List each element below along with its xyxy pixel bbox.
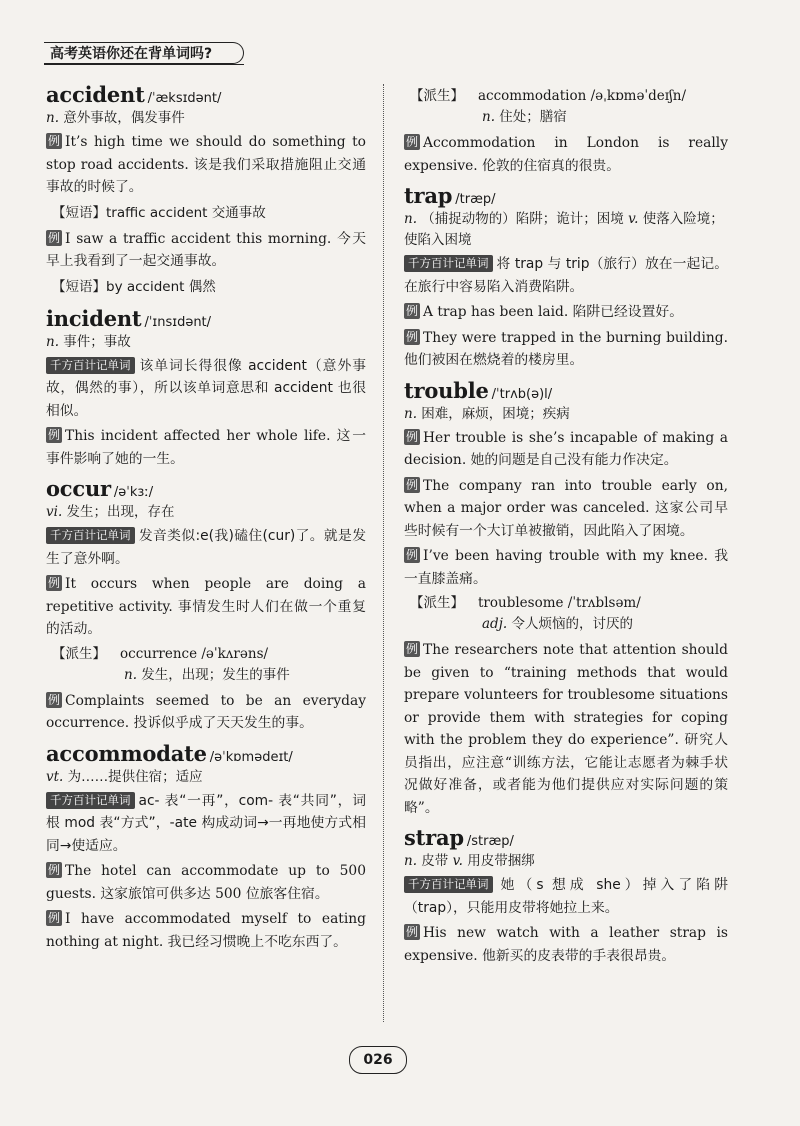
- memory-tip-tag: 千方百计记单词: [46, 357, 135, 374]
- part-of-speech-2: v.: [452, 853, 463, 869]
- part-of-speech: n.: [46, 110, 59, 126]
- entry-accommodate: [46, 741, 366, 954]
- left-column: [46, 82, 366, 956]
- memory-tip: 该单词长得很像 accident（意外事故，偶然的事），所以该单词意思和 accident 也很相似。: [46, 357, 366, 419]
- example-icon: 例: [406, 925, 419, 939]
- entry-trouble: [404, 378, 728, 820]
- example-sentence: His new watch with a leather strap is expensive. 他新买的皮表带的手表很昂贵。: [404, 925, 728, 964]
- example-icon: 例: [406, 304, 419, 318]
- example-sentence: I saw a traffic accident this morning. 今天早上我看到了一起交通事故。: [46, 230, 366, 269]
- derived-definition: 令人烦恼的，讨厌的: [511, 616, 633, 632]
- definition: 意外事故，偶发事件: [63, 110, 185, 126]
- phrase-label: 【短语】: [52, 278, 106, 295]
- entry-incident: [46, 306, 366, 471]
- example-sentence: Complaints seemed to be an everyday occurrence. 投诉似乎成了天天发生的事。: [46, 692, 366, 731]
- definition: （捕捉动物的）陷阱；诡计；困境: [421, 211, 624, 227]
- headword: accident: [46, 82, 145, 107]
- part-of-speech: vt.: [46, 768, 64, 785]
- header-title: 高考英语你还在背单词吗?: [44, 42, 244, 64]
- example-sentence: It’s high time we should do something to stop road accidents. 该是我们采取措施阻止交通事故的时候了。: [46, 134, 366, 195]
- part-of-speech: n.: [404, 405, 417, 422]
- part-of-speech: vi.: [46, 504, 63, 520]
- entry-accommodation: [404, 86, 728, 177]
- derived-pos: n.: [482, 109, 495, 125]
- entry-occur: [46, 476, 366, 735]
- memory-tip-tag: 千方百计记单词: [404, 876, 493, 893]
- phonetic: /stræp/: [466, 834, 514, 849]
- example-icon: 例: [406, 135, 419, 149]
- headword: occur: [46, 476, 111, 501]
- example-sentence: A trap has been laid. 陷阱已经设置好。: [423, 304, 683, 320]
- header-rule: [44, 64, 244, 65]
- example-sentence: Her trouble is she’s incapable of making a decision. 她的问题是自己没有能力作决定。: [404, 429, 728, 468]
- derived-label: 【派生】: [410, 88, 464, 104]
- definition: 发生；出现，存在: [66, 504, 175, 520]
- example-icon: 例: [406, 642, 419, 656]
- page-number: 026: [349, 1046, 407, 1074]
- derived-pos: adj.: [482, 616, 508, 632]
- memory-tip: 她（s 想成 she）掉入了陷阱（trap），只能用皮带将她拉上来。: [404, 877, 728, 916]
- example-icon: 例: [48, 230, 61, 245]
- example-icon: 例: [48, 134, 61, 148]
- example-sentence: The company ran into trouble early on, when a major order was canceled. 这家公司早些时候有一个大订单被撤销，因此陷入了困境。: [404, 477, 728, 539]
- example-icon: 例: [48, 428, 61, 442]
- part-of-speech: n.: [404, 853, 417, 869]
- example-icon: 例: [406, 329, 419, 344]
- headword: strap: [404, 825, 464, 850]
- entry-strap: [404, 825, 728, 967]
- example-icon: 例: [48, 576, 61, 590]
- definition: 皮带: [421, 853, 449, 869]
- phonetic: /træp/: [455, 192, 496, 207]
- derivative: [410, 86, 728, 128]
- headword: trouble: [404, 377, 489, 403]
- example-sentence: Accommodation in London is really expensive. 伦敦的住宿真的很贵。: [404, 135, 728, 174]
- phonetic: /əˈkɒmədeɪt/: [209, 749, 293, 765]
- derived-label: 【派生】: [52, 645, 106, 662]
- derived-definition: 住处；膳宿: [499, 109, 567, 125]
- definition: 困难，麻烦，困境；疾病: [421, 405, 570, 422]
- phrase-label: 【短语】: [52, 204, 106, 221]
- example-sentence: This incident affected her whole life. 这一事件影响了她的一生。: [46, 428, 366, 467]
- phrase-text: traffic accident 交通事故: [106, 204, 266, 221]
- part-of-speech-2: v.: [628, 211, 639, 227]
- phonetic: /ˈɪnsɪdənt/: [144, 314, 212, 330]
- column-divider: [383, 84, 384, 1022]
- entry-trap: [404, 183, 728, 372]
- definition-2: 用皮带捆绑: [467, 853, 535, 869]
- example-sentence: The hotel can accommodate up to 500 guests. 这家旅馆可供多达 500 位旅客住宿。: [46, 863, 366, 902]
- example-sentence: I have accommodated myself to eating nothing at night. 我已经习惯晚上不吃东西了。: [46, 911, 366, 950]
- phonetic: /ˈæksɪdənt/: [147, 91, 222, 106]
- derived-pos: n.: [124, 666, 137, 683]
- definition: 为……提供住宿；适应: [67, 768, 203, 785]
- derived-word: occurrence /əˈkʌrəns/: [120, 645, 269, 662]
- memory-tip: 将 trap 与 trip（旅行）放在一起记。在旅行中容易陷入消费陷阱。: [404, 256, 728, 295]
- memory-tip: 发音类似:e(我)磕住(cur)了。就是发生了意外啊。: [46, 528, 366, 567]
- derived-word: accommodation /əˌkɒməˈdeɪʃn/: [478, 88, 687, 104]
- headword: accommodate: [46, 740, 207, 766]
- example-icon: 例: [48, 911, 61, 925]
- example-icon: 例: [48, 863, 61, 877]
- phonetic: /ˈtrʌb(ə)l/: [491, 386, 553, 402]
- example-sentence: The researchers note that attention should be given to “training methods that would prepare volunteers for troublesome situations or provide them with strategies for coping with the problem they do experience”. 研究人员指出，应注意“训练方法，它能让志愿者为棘手状况做好准备，或者能为他们提供应对实际问题的策略”。: [404, 642, 728, 816]
- part-of-speech: n.: [404, 211, 417, 227]
- headword: trap: [404, 183, 453, 208]
- memory-tip-tag: 千方百计记单词: [404, 255, 493, 272]
- memory-tip-tag: 千方百计记单词: [46, 527, 135, 544]
- example-icon: 例: [406, 548, 419, 562]
- headword: incident: [46, 305, 142, 331]
- right-column: [404, 82, 728, 970]
- derivative: [410, 593, 728, 635]
- example-icon: 例: [406, 429, 419, 444]
- derived-definition: 发生，出现；发生的事件: [141, 666, 290, 683]
- definition: 事件；事故: [63, 333, 131, 350]
- derived-word: troublesome /ˈtrʌblsəm/: [478, 595, 641, 611]
- entry-accident: [46, 82, 366, 298]
- derivative: [52, 644, 366, 686]
- memory-tip-tag: 千方百计记单词: [46, 792, 135, 809]
- part-of-speech: n.: [46, 333, 59, 350]
- example-icon: 例: [406, 477, 419, 492]
- memory-tip: ac- 表“一再”，com- 表“共同”，词根 mod 表“方式”，-ate 构成动词→一再地使方式相同→使适应。: [46, 792, 366, 854]
- derived-label: 【派生】: [410, 595, 464, 611]
- definition-2: 使落入险境；使陷入困境: [404, 211, 724, 248]
- example-sentence: It occurs when people are doing a repetitive activity. 事情发生时人们在做一个重复的活动。: [46, 576, 366, 637]
- phrase-text: by accident 偶然: [106, 278, 216, 295]
- example-sentence: I’ve been having trouble with my knee. 我一直膝盖痛。: [404, 548, 728, 587]
- example-icon: 例: [48, 692, 61, 707]
- phonetic: /əˈkɜː/: [113, 485, 154, 500]
- example-sentence: They were trapped in the burning building. 他们被困在燃烧着的楼房里。: [404, 329, 728, 368]
